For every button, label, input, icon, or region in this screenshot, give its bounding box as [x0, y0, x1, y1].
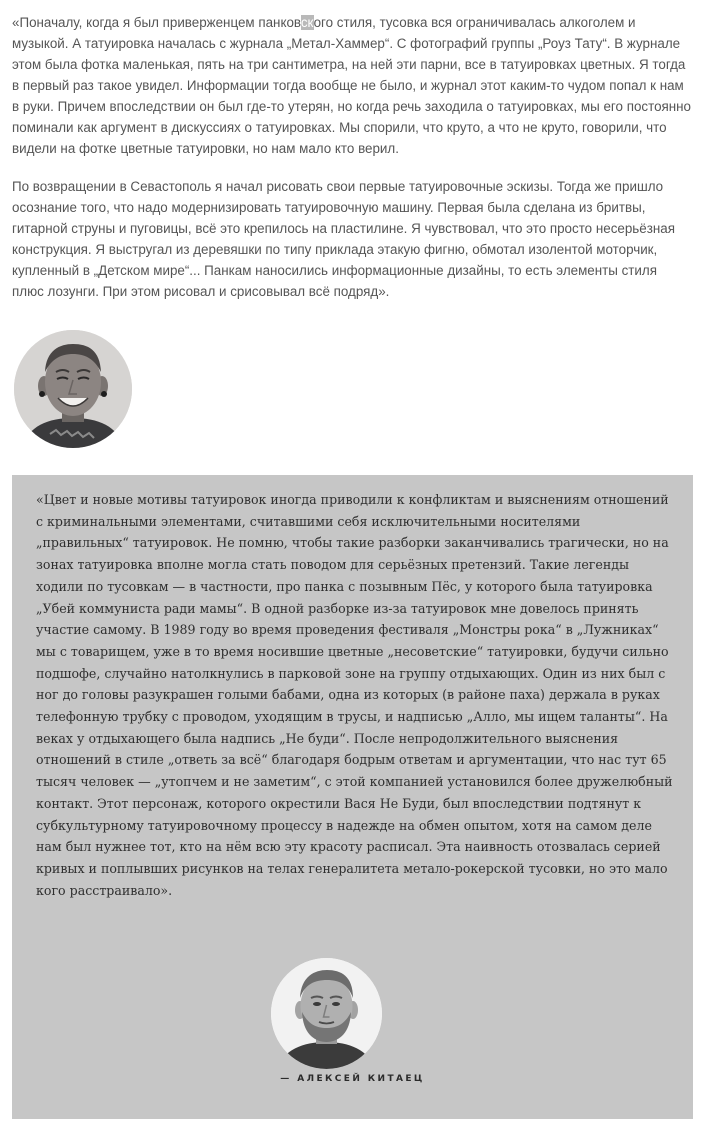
speaker-photo [14, 330, 132, 448]
quote-text: «Цвет и новые мотивы татуировок иногда приводили к конфликтам и выяснениям отношений с криминальными элементами, считавшими себя исключительными носителями „правильных“ татуировок. Не помню, чтобы такие разборки заканчивались трагически, но на зонах татуировка вполне могла стать поводом для серьёзных претензий. Такие легенды ходили по тусовкам — в частности, про панка с позывным Пёс, у которого была татуировка „Убей коммуниста ради мамы“. В одной разборке из-за татуировок мне довелось принять участие самому. В 1989 году во время проведения фестиваля „Монстры рока“ в „Лужниках“ мы с товарищем, уже в то время носившие цветные „несоветские“ татуировки, будучи сильно подшофе, случайно натолкнулись в парковой зоне на группу отдыхающих. Один из них был с ног до головы разукрашен голыми бабами, одна из которых (в районе паха) держала в руках телефонную трубку с проводом, уходящим в трусы, и надписью „Алло, мы ищем таланты“. На веках у отдыхающего была надпись „Не буди“. После непродолжительного выяснения отношений в стиле „ответь за всё“ благодаря бодрым ответам и аргументации, что нас тут 65 тысяч человек — „утопчем и не заметим“, с этой компанией установился более дружелюбный контакт. Этот персонаж, которого окрестили Вася Не Буди, был впоследствии подтянут к субкультурному татуировочному процессу в надежде на обмен опытом, хотя на самом деле нам был нужнее тот, кто на нём всю эту красоту расписал. Эта наивность отозвалась серией кривых и поплывших рисунков на телах генералитета метало-рокерской тусовки, но это мало кого расстраивало». [36, 492, 673, 898]
intro-paragraph-1-end: ого стиля, тусовка вся ограничивалась алкоголем и музыкой. А татуировка началась с журнала „Метал-Хаммер“. С фотографий группы „Роуз Тату“. В журнале этом была фотка маленькая, пять на три сантиметра, на ней эти парни, все в татуировках цветных. Я тогда в первый раз такое увидел. Информации тогда вообще не было, и журнал этот каким-то чудом попал к нам в руки. Причем впоследствии он был где-то утерян, но когда речь заходила о татуировках, мы его постоянно поминали как аргумент в дискуссиях о татуировках. Мы спорили, что круто, а что не круто, говорили, что видели на фотке цветные татуировки, но нам мало кто верил. [12, 15, 692, 156]
intro-paragraph-2: По возвращении в Севастополь я начал рисовать свои первые татуировочные эскизы. Тогда же пришло осознание того, что надо модернизировать татуировочную машину. Первая была сделана из бритвы, гитарной струны и пуговицы, всё это крепилось на пластилине. Я чувствовал, что это просто несерьёзная конструкция. Я выстругал из деревяшки по типу приклада этакую фигню, обмотал изолентой моторчик, купленный в „Детском мире“... Панкам наносились информационные дизайны, то есть элементы стиля плюс лозунги. При этом рисовал и срисовывал всё подряд». [12, 179, 675, 299]
bearded-man-portrait [271, 958, 382, 1069]
smiling-man-portrait [14, 330, 132, 448]
quote-author-signature: — АЛЕКСЕЙ КИТАЕЦ [280, 1074, 425, 1084]
intro-article [12, 12, 692, 319]
text-selection-highlight: ск [300, 15, 314, 30]
quote-block [12, 475, 693, 1119]
intro-paragraph-1 [12, 12, 692, 159]
intro-paragraph-1-start: «Поначалу, когда я был приверженцем панков [12, 15, 301, 30]
author-photo [271, 958, 382, 1069]
